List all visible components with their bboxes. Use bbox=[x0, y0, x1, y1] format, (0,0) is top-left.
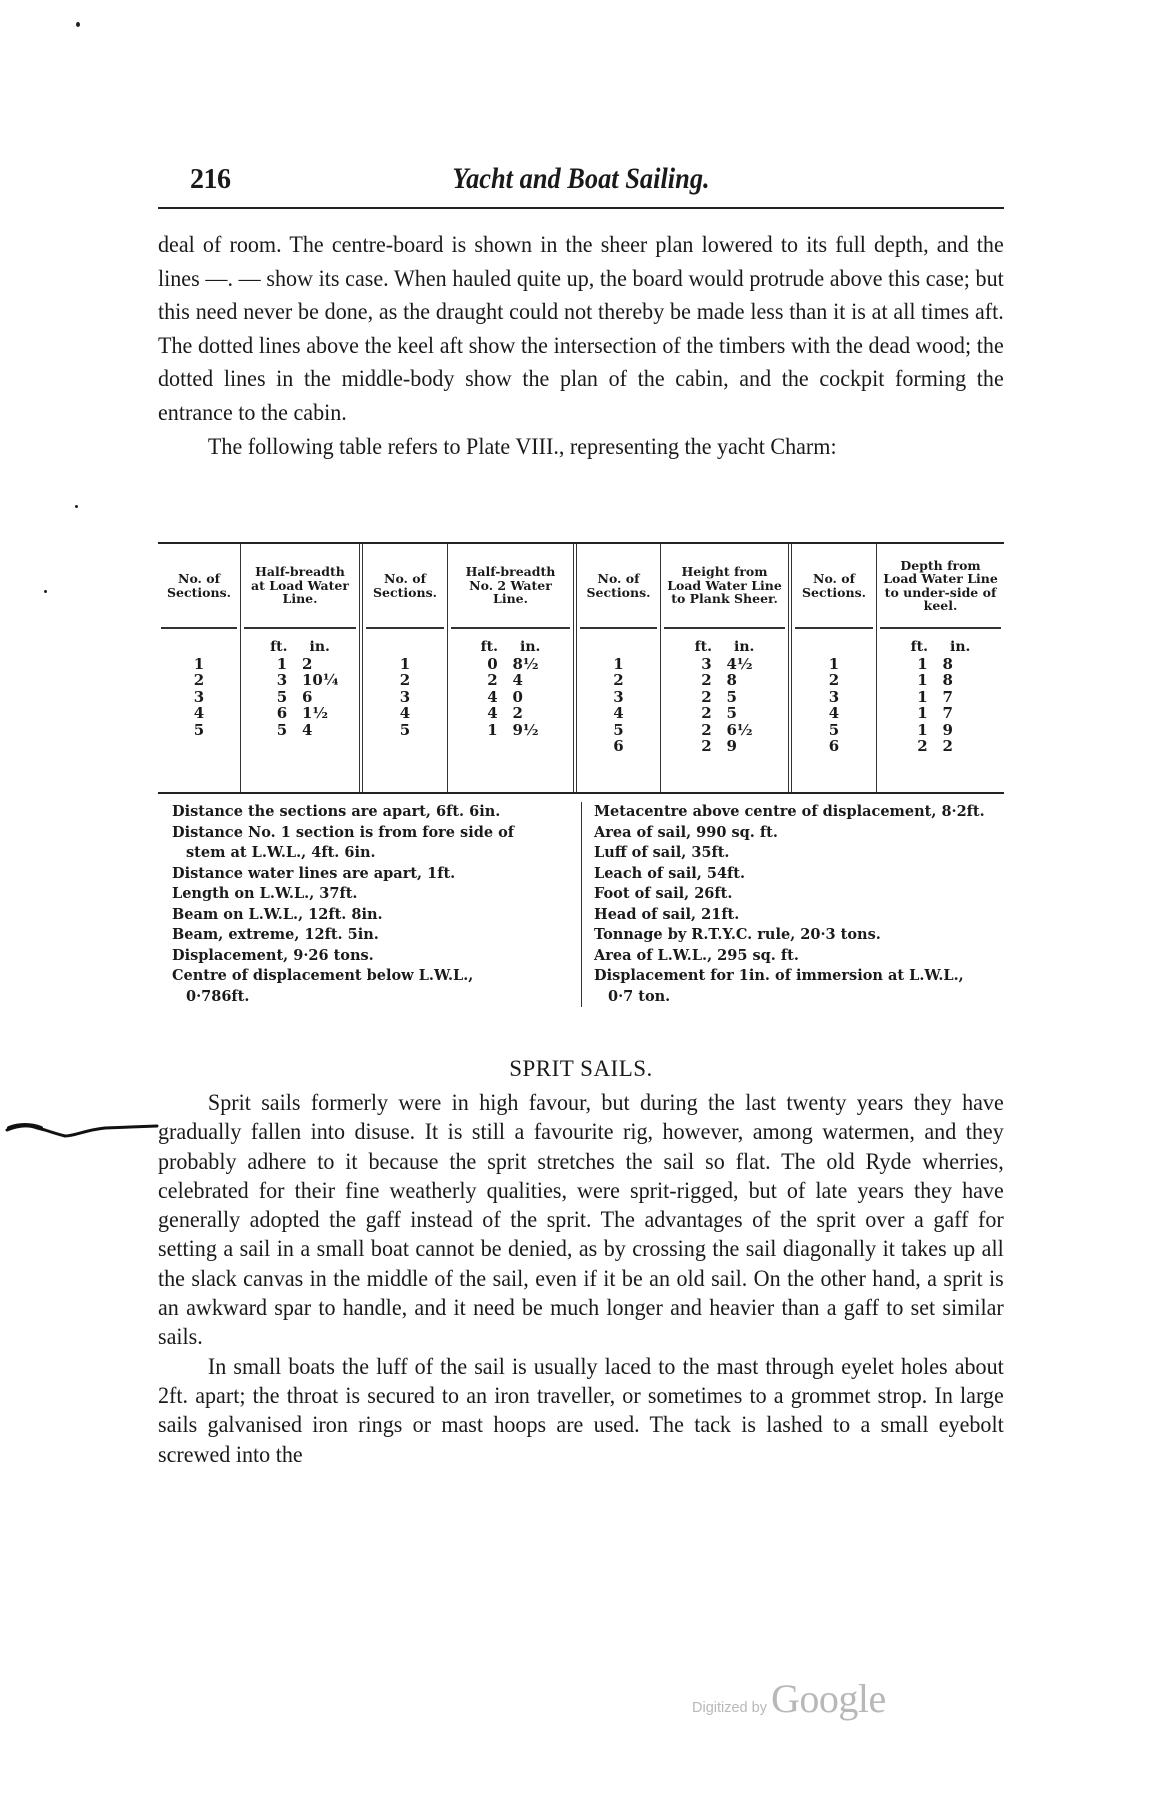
pen-mark-icon bbox=[5, 1118, 165, 1148]
spec-item: Displacement for 1in. of immersion at L.W.L., 0·7 ton. bbox=[594, 967, 964, 1005]
table-cell: 4 bbox=[828, 704, 840, 722]
intro-text bbox=[158, 228, 1004, 463]
spec-item: Beam, extreme, 12ft. 5in. bbox=[172, 926, 379, 943]
section-heading: SPRIT SAILS. bbox=[509, 1056, 653, 1081]
table-row: 2 2 bbox=[917, 737, 953, 755]
values-column bbox=[876, 544, 1004, 792]
table-cell: 2 bbox=[613, 671, 624, 689]
table-cell: 4 bbox=[399, 704, 411, 722]
table-row: 2 5 bbox=[701, 704, 737, 722]
table-cell: 1 bbox=[193, 654, 205, 673]
table-row: 2 4 bbox=[487, 671, 523, 689]
values-column bbox=[447, 544, 573, 792]
table-cell: 2 bbox=[193, 671, 205, 689]
table-row: 1 9½ bbox=[487, 720, 539, 739]
table-cell: 1 bbox=[828, 654, 840, 673]
table-cell: 2 bbox=[399, 671, 411, 689]
table-row: 1 7 bbox=[917, 687, 953, 706]
column-header: Half-breadth No. 2 Water Line. bbox=[451, 544, 570, 629]
table-cell: 3 bbox=[193, 687, 205, 706]
running-title: Yacht and Boat Sailing. bbox=[452, 162, 710, 195]
digitized-watermark bbox=[692, 1675, 886, 1722]
table-row: 3 4½ bbox=[701, 654, 753, 673]
table-cell: 2 bbox=[828, 671, 840, 689]
table-cell: 3 bbox=[613, 687, 624, 706]
table-row: 0 8½ bbox=[487, 654, 539, 673]
units-row: ft. in. bbox=[694, 639, 755, 655]
paragraph: The following table refers to Plate VIII., representing the yacht Charm: bbox=[207, 433, 837, 459]
units-row: ft. in. bbox=[480, 639, 541, 655]
table-row: 3 10¼ bbox=[276, 671, 339, 689]
table-cell: 5 bbox=[399, 720, 411, 739]
table-cell: 5 bbox=[613, 720, 624, 739]
watermark-prefix: Digitized by bbox=[692, 1700, 767, 1716]
page-number: 216 bbox=[190, 164, 231, 195]
table-cell: 1 bbox=[399, 654, 411, 673]
column-header: Half-breadth at Load Water Line. bbox=[244, 544, 356, 629]
table-row: 2 6½ bbox=[701, 720, 753, 739]
column-header: Height from Load Water Line to Plank Sheer. bbox=[664, 544, 785, 629]
table-row: 4 0 bbox=[487, 687, 523, 706]
table-row: 2 8 bbox=[701, 671, 737, 689]
column-header: No. of Sections. bbox=[580, 544, 657, 629]
table-group-half-breadth-lwl bbox=[158, 544, 359, 792]
spec-item: Length on L.W.L., 37ft. bbox=[172, 885, 358, 902]
sections-column bbox=[158, 544, 240, 792]
column-header: No. of Sections. bbox=[366, 544, 444, 629]
table-row: 6 1½ bbox=[276, 704, 329, 722]
table-group-half-breadth-wl2 bbox=[359, 544, 573, 792]
column-header: No. of Sections. bbox=[795, 544, 873, 629]
paragraph: In small boats the luff of the sail is usually laced to the mast through eyelet holes about 2ft. apart; the throat is secured to an iron traveller, or sometimes to a grommet strop. In large sails galvanised iron rings or mast hoops are used. The tack is lashed to a small eyebolt screwed into the bbox=[158, 1353, 1004, 1467]
header-rule bbox=[158, 207, 1004, 209]
sections-column bbox=[363, 544, 447, 792]
table-cell: 3 bbox=[399, 687, 411, 706]
specifications-right bbox=[581, 802, 1004, 1007]
paragraph: Sprit sails formerly were in high favour, but during the last twenty years they have gradually fallen into disuse. It is still a favourite rig, however, among watermen, and they probably adhere to it because the sprit stretches the sail so flat. The old Ryde wherries, celebrated for their fine weatherly qualities, were sprit-rigged, but of late years they have generally adopted the gaff instead of the sprit. The advantages of the sprit over a gaff for setting a sail in a small boat cannot be denied, as by crossing the sail diagonally it takes up all the slack canvas in the middle of the sail, even if it be an old sail. On the other hand, a sprit is an awkward spar to handle, and it need be much longer and heavier than a gaff to set similar sails. bbox=[158, 1090, 1004, 1350]
table-cell: 6 bbox=[613, 737, 624, 755]
table-row: 1 8 bbox=[917, 671, 953, 689]
spec-item: Area of L.W.L., 295 sq. ft. bbox=[594, 946, 799, 964]
section-body bbox=[158, 1088, 1004, 1469]
table-grid bbox=[158, 544, 1004, 792]
scan-speck bbox=[76, 22, 80, 27]
yacht-dimensions-table bbox=[158, 542, 1004, 794]
table-row: 5 6 bbox=[276, 687, 313, 706]
sections-column bbox=[577, 544, 660, 792]
spec-item: Leach of sail, 54ft. bbox=[594, 864, 746, 882]
spec-item: Distance the sections are apart, 6ft. 6in. bbox=[172, 803, 501, 820]
table-cell: 5 bbox=[828, 720, 840, 739]
table-cell: 3 bbox=[828, 687, 840, 706]
specifications-left bbox=[158, 802, 581, 1007]
table-row: 4 2 bbox=[487, 704, 523, 722]
table-row: 5 4 bbox=[276, 720, 313, 739]
scan-speck bbox=[75, 505, 78, 508]
book-page bbox=[158, 150, 1004, 1467]
table-group-depth-keel bbox=[788, 544, 1004, 792]
values-column bbox=[240, 544, 359, 792]
table-cell: 6 bbox=[828, 737, 840, 755]
table-row: 2 5 bbox=[701, 687, 737, 706]
spec-item: Metacentre above centre of displacement, 8·2ft. bbox=[594, 803, 985, 820]
column-header: Depth from Load Water Line to under-side of keel. bbox=[880, 544, 1001, 629]
units-row: ft. in. bbox=[910, 639, 971, 655]
values-column bbox=[660, 544, 788, 792]
sections-column bbox=[792, 544, 876, 792]
table-cell: 1 bbox=[613, 654, 624, 673]
table-row: 2 9 bbox=[701, 737, 737, 755]
table-row: 1 9 bbox=[917, 720, 953, 739]
spec-item: Beam on L.W.L., 12ft. 8in. bbox=[172, 905, 383, 923]
table-group-height-plank-sheer bbox=[573, 544, 788, 792]
spec-item: Head of sail, 21ft. bbox=[594, 905, 740, 923]
table-cell: 5 bbox=[193, 720, 205, 739]
spec-item: Tonnage by R.T.Y.C. rule, 20·3 tons. bbox=[594, 926, 881, 943]
specifications-block bbox=[158, 802, 1004, 1007]
table-row: 1 8 bbox=[917, 654, 953, 673]
column-header: No. of Sections. bbox=[161, 544, 237, 629]
table-row: 1 2 bbox=[276, 654, 313, 673]
scan-speck bbox=[44, 590, 47, 593]
spec-item: Foot of sail, 26ft. bbox=[594, 885, 733, 902]
table-row: 1 7 bbox=[917, 704, 953, 722]
running-head bbox=[158, 150, 1004, 208]
paragraph: deal of room. The centre-board is shown in the sheer plan lowered to its full depth, and the lines —. — show its case. When hauled quite up, the board would protrude above this case; but this need never be done, as the draught could not thereby be made less than it is at all times aft. The dotted lines above the keel aft show the intersection of the timbers with the dead wood; the dotted lines in the middle-body show the plan of the cabin, and the cockpit forming the entrance to the cabin. bbox=[158, 232, 1004, 425]
spec-item: Distance No. 1 section is from fore side of stem at L.W.L., 4ft. 6in. bbox=[172, 823, 515, 861]
spec-item: Centre of displacement below L.W.L., 0·786ft. bbox=[172, 967, 474, 1005]
spec-item: Distance water lines are apart, 1ft. bbox=[172, 864, 456, 882]
google-logo: Google bbox=[770, 1676, 886, 1721]
spec-item: Displacement, 9·26 tons. bbox=[172, 946, 374, 964]
spec-item: Luff of sail, 35ft. bbox=[594, 844, 730, 861]
units-row: ft. in. bbox=[270, 639, 330, 655]
table-cell: 4 bbox=[193, 704, 205, 722]
spec-item: Area of sail, 990 sq. ft. bbox=[594, 823, 778, 841]
table-cell: 4 bbox=[613, 704, 624, 722]
table-bottom-rule bbox=[158, 792, 1004, 794]
